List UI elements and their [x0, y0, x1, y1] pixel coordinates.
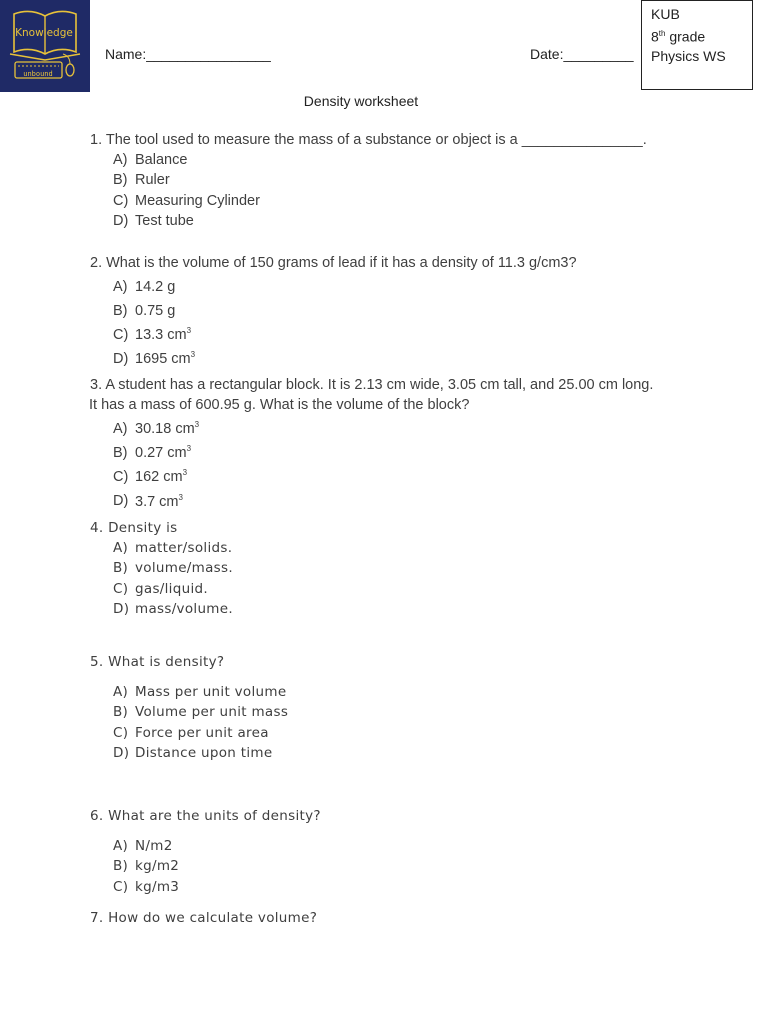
option-b: B) volume/mass.	[113, 560, 233, 577]
school-label: KUB	[651, 6, 680, 22]
option-d: D) Test tube	[113, 212, 194, 229]
option-c: C) gas/liquid.	[113, 580, 208, 597]
option-d: D) 3.7 $cm^3$	[113, 492, 183, 510]
option-a: A) matter/solids.	[113, 540, 233, 557]
option-b: B) 0.27 $cm^3$	[113, 444, 192, 462]
logo-bottom-word: unbound	[23, 70, 53, 78]
question-stem: 6. What are the units of density?	[90, 808, 321, 824]
question-4	[90, 518, 750, 619]
question-2	[90, 253, 750, 369]
option-d: D) Distance upon time	[113, 744, 273, 761]
date-field-label: Date:_________	[530, 46, 634, 62]
question-1	[90, 130, 750, 231]
question-stem: 2. What is the volume of 150 grams of lead if it has a density of 11.3 g/cm3?	[90, 255, 577, 271]
question-stem: 7. How do we calculate volume?	[90, 910, 318, 926]
question-5	[90, 652, 750, 763]
option-c: C) 162 $cm^3$	[113, 468, 188, 486]
worksheet-title: Density worksheet	[303, 93, 419, 109]
option-b: B) Volume per unit mass	[113, 704, 289, 721]
name-field-label: Name:________________	[105, 46, 271, 62]
question-3	[90, 375, 750, 512]
question-6	[90, 806, 750, 897]
logo	[0, 0, 90, 92]
question-stem: 1. The tool used to measure the mass of a substance or object is a _______________.	[90, 132, 647, 148]
option-b: B) kg/m2	[113, 858, 180, 875]
option-b: B) Ruler	[113, 172, 170, 189]
option-a: A) N/m2	[113, 838, 173, 855]
option-c: C) kg/m3	[113, 878, 180, 895]
option-d: D) 1695 $cm^3$	[113, 350, 196, 368]
class-info-box	[641, 0, 753, 90]
option-a: A) 14.2 g	[113, 279, 176, 296]
option-a: A) Balance	[113, 152, 188, 169]
question-7	[90, 908, 750, 928]
option-b: B) 0.75 g	[113, 303, 176, 320]
question-stem: 4. Density is	[90, 520, 178, 536]
option-a: A) Mass per unit volume	[113, 684, 287, 701]
option-a: A) 30.18 $cm^3$	[113, 420, 200, 438]
option-d: D) mass/volume.	[113, 600, 233, 617]
subject-label: Physics WS	[651, 47, 726, 64]
logo-top-word: Knowledge	[15, 27, 73, 39]
question-stem-line-2: It has a mass of 600.95 g. What is the volume of the block?	[89, 397, 470, 414]
book-icon	[0, 0, 90, 92]
option-c: C) Force per unit area	[113, 724, 269, 741]
option-c: C) Measuring Cylinder	[113, 192, 260, 209]
grade-label: 8th grade	[651, 28, 706, 45]
option-c: C) 13.3 $cm^3$	[113, 326, 192, 344]
question-stem: 5. What is density?	[90, 654, 225, 670]
question-stem-line-1: 3. A student has a rectangular block. It is 2.13 cm wide, 3.05 cm tall, and 25.00 cm long.	[90, 377, 654, 393]
